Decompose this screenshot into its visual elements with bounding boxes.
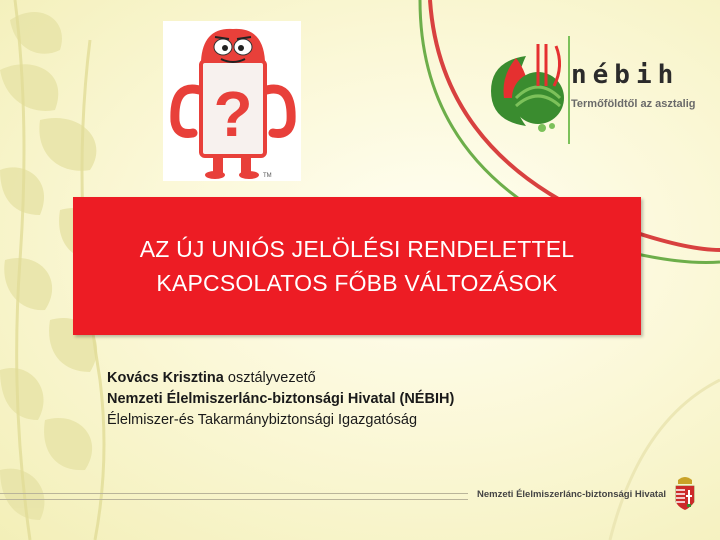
nebih-logo-icon [486, 36, 706, 146]
footer-divider [0, 493, 468, 500]
presenter-department: Élelmiszer-és Takarmánybiztonsági Igazgatóság [107, 412, 418, 428]
hungarian-coat-of-arms-icon [672, 474, 698, 514]
title-box [73, 197, 641, 335]
title-line-2: KAPCSOLATOS FŐBB VÁLTOZÁSOK [156, 270, 558, 296]
mascot-image [163, 21, 301, 181]
presenter-name: Kovács Krisztina [107, 370, 224, 386]
question-mascot-icon [163, 21, 301, 181]
question-mark-glyph: ? [213, 78, 253, 150]
title-line-1: AZ ÚJ UNIÓS JELÖLÉSI RENDELETTEL [139, 236, 575, 262]
presenter-role: osztályvezető [223, 370, 316, 386]
logo-wordmark: nébih [571, 60, 680, 90]
logo-tagline: Termőföldtől az asztalig [571, 98, 696, 110]
presenter-info [107, 368, 454, 431]
footer-org-name: Nemzeti Élelmiszerlánc-biztonsági Hivatal [477, 489, 667, 500]
trademark-label: TM [263, 173, 272, 179]
presenter-organization: Nemzeti Élelmiszerlánc-biztonsági Hivatal (NÉBIH) [107, 391, 455, 407]
presenter-line [107, 368, 454, 389]
